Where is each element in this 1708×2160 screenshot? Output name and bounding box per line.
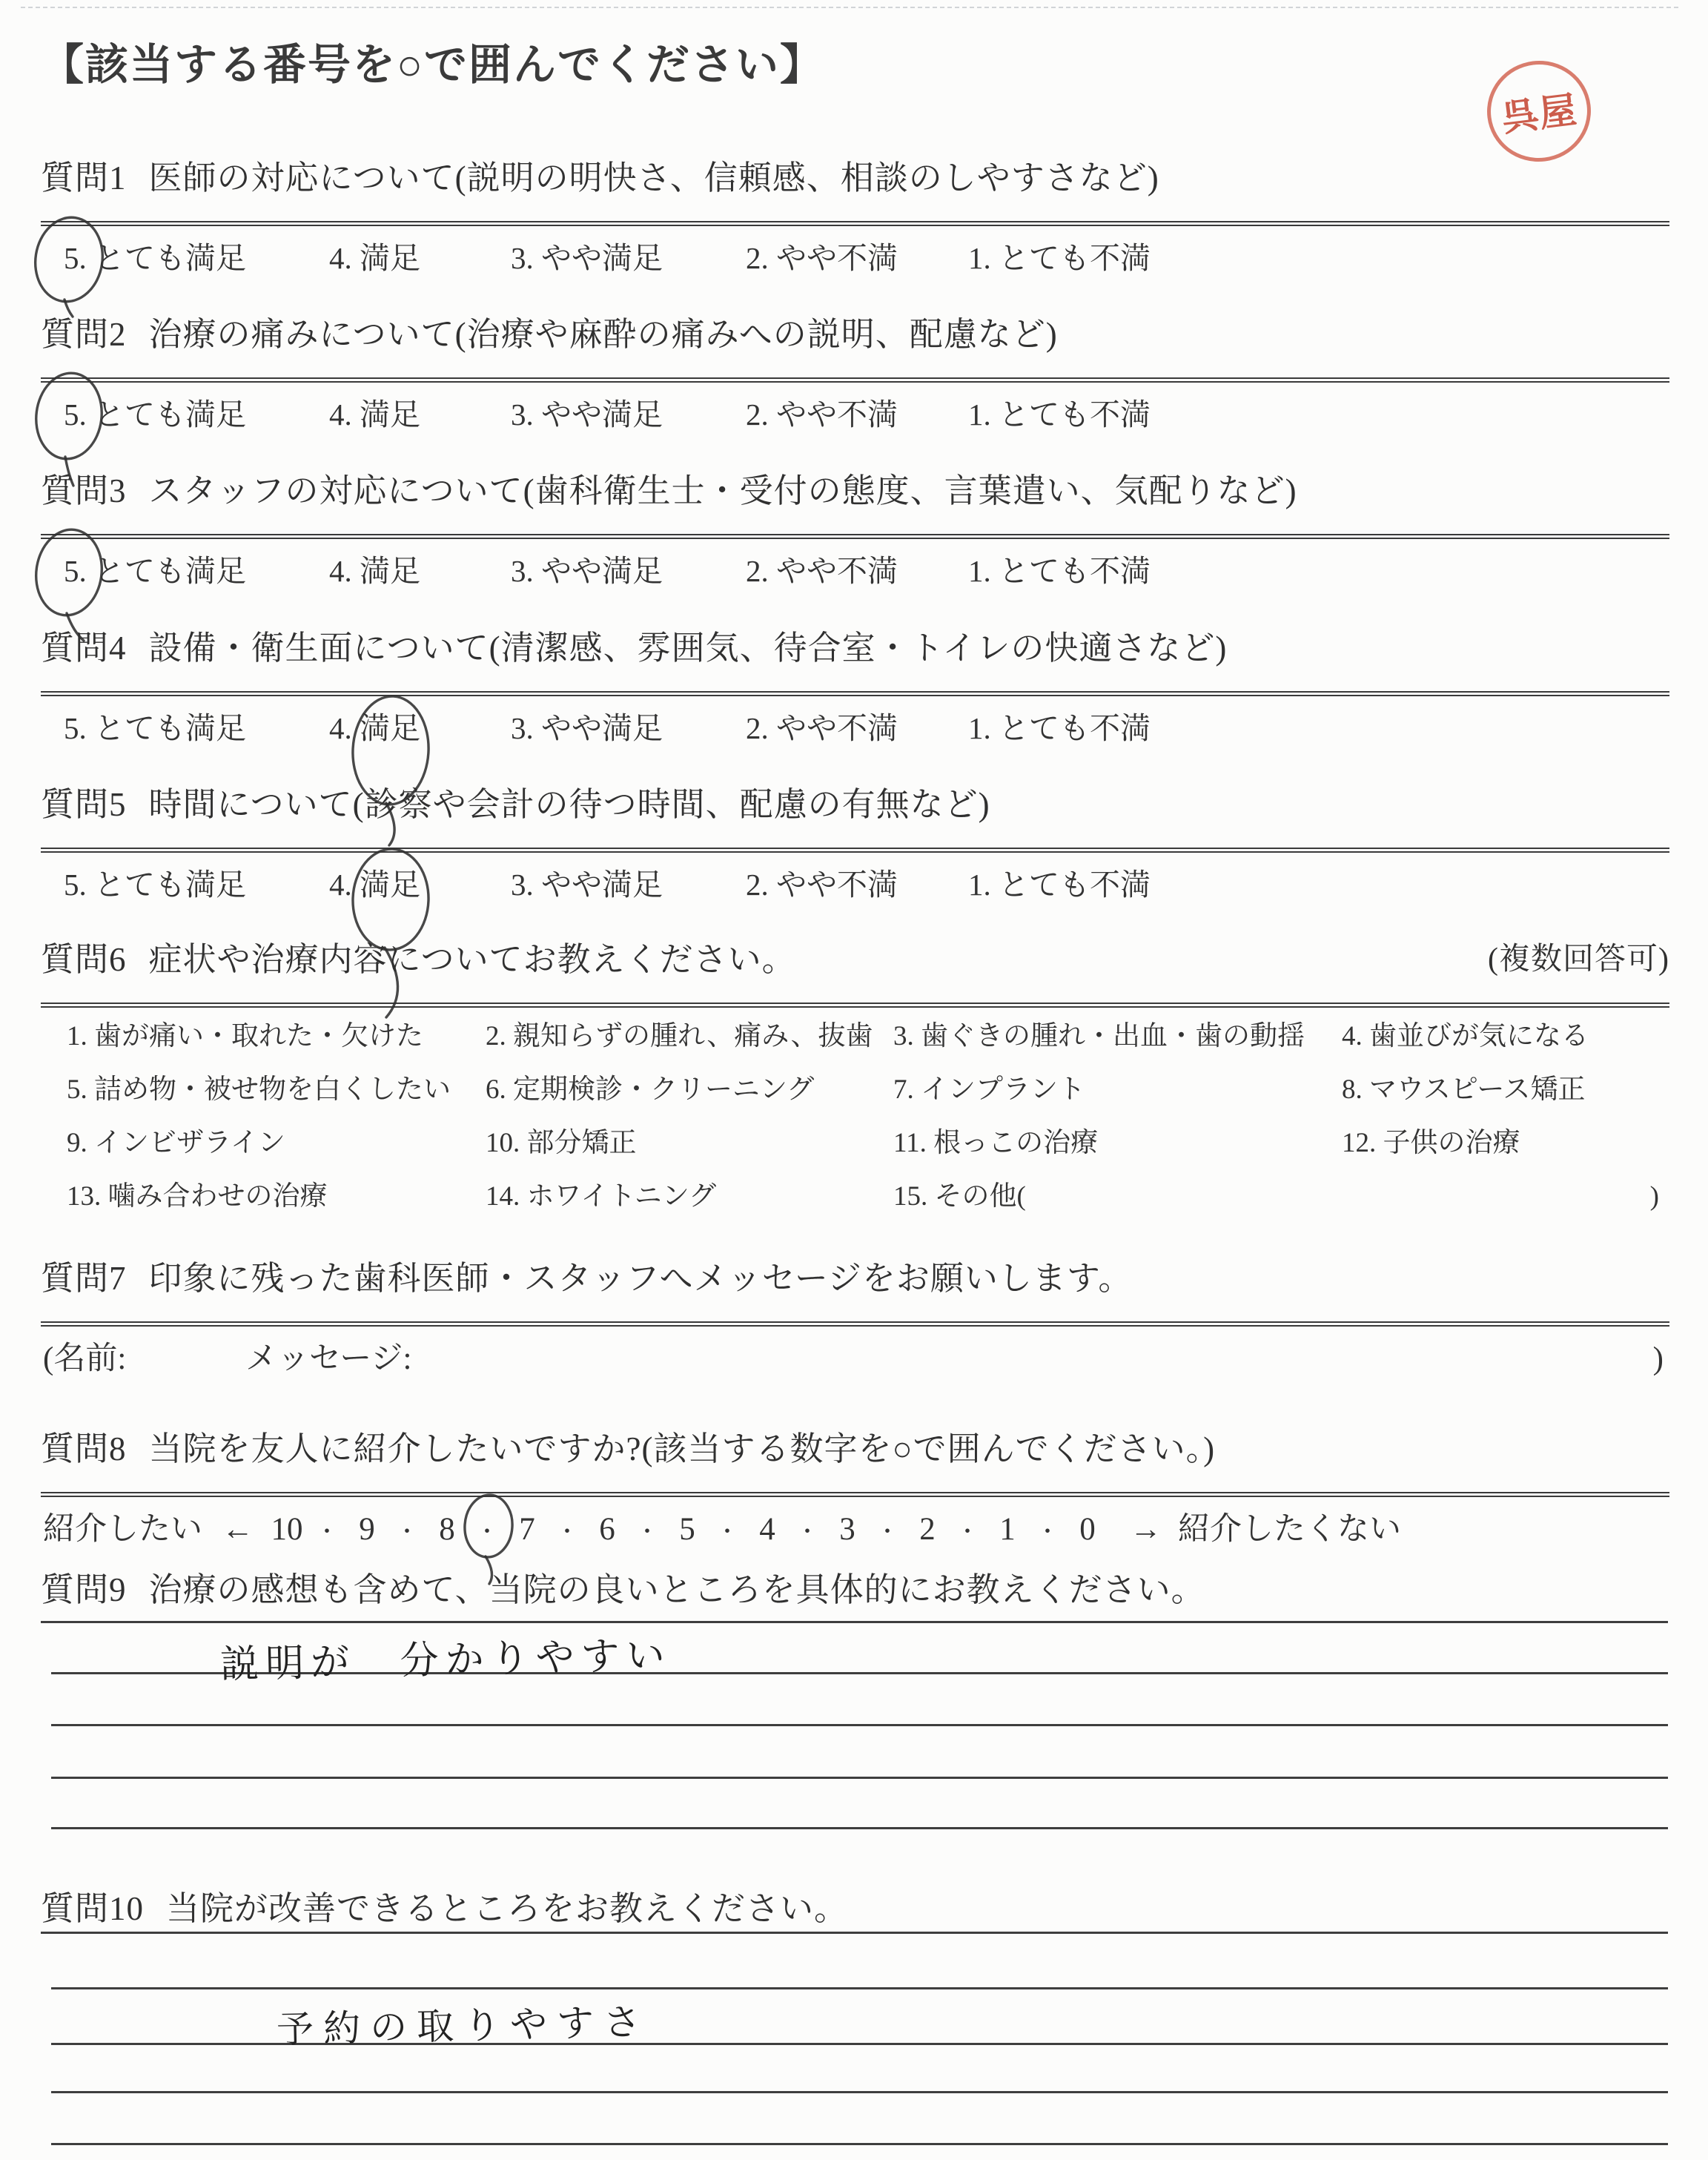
q8-number-7: 7 bbox=[519, 1512, 535, 1547]
question-9-title bbox=[41, 1566, 1669, 1614]
question-5-text: 時間について(診察や会計の待つ時間、配慮の有無など) bbox=[148, 786, 990, 823]
question-7-block bbox=[41, 1255, 1669, 1381]
q2-option-2: 2. やや不満 bbox=[746, 397, 898, 432]
dot-separator: ・ bbox=[716, 1520, 738, 1545]
q4-option-4: 4. 満足 bbox=[329, 711, 420, 745]
q7-message-label: メッセージ: bbox=[245, 1341, 412, 1376]
q4-selected-circle-annotation bbox=[337, 688, 448, 855]
divider-rule bbox=[41, 691, 1669, 696]
question-5-block bbox=[41, 781, 1669, 906]
writing-line bbox=[51, 1827, 1668, 1829]
q6-item-11: 11. 根っこの治療 bbox=[893, 1128, 1099, 1158]
dot-separator: ・ bbox=[1036, 1520, 1059, 1545]
divider-rule bbox=[41, 377, 1669, 383]
q3-option-3: 3. やや満足 bbox=[511, 554, 663, 588]
divider-rule bbox=[41, 848, 1669, 853]
q4-option-3: 3. やや満足 bbox=[511, 711, 663, 745]
question-10-text: 当院が改善できるところをお教えください。 bbox=[166, 1890, 849, 1927]
q8-number-scale bbox=[267, 1507, 1108, 1555]
q4-option-5: 5. とても満足 bbox=[64, 711, 246, 745]
divider-rule bbox=[41, 1003, 1669, 1008]
dot-separator: ・ bbox=[636, 1520, 658, 1545]
question-3-label: 質問3 bbox=[41, 472, 127, 509]
question-4-title bbox=[41, 624, 1669, 672]
question-2-text: 治療の痛みについて(治療や麻酔の痛みへの説明、配慮など) bbox=[148, 316, 1058, 353]
q5-option-4: 4. 満足 bbox=[329, 868, 420, 902]
question-10-block bbox=[41, 1885, 1669, 2160]
q2-option-4: 4. 満足 bbox=[329, 397, 420, 432]
question-2-title bbox=[41, 311, 1669, 358]
question-6-note: (複数回答可) bbox=[1488, 942, 1669, 977]
q7-close-paren: ) bbox=[1652, 1341, 1664, 1376]
divider-rule bbox=[41, 1492, 1669, 1497]
q6-item-10: 10. 部分矯正 bbox=[486, 1128, 637, 1158]
q4-option-1: 1. とても不満 bbox=[968, 711, 1151, 745]
q1-option-2: 2. やや不満 bbox=[746, 241, 898, 275]
question-2-label: 質問2 bbox=[41, 316, 127, 353]
question-3-text: スタッフの対応について(歯科衛生士・受付の態度、言葉遣い、気配りなど) bbox=[148, 472, 1297, 509]
question-9-label: 質問9 bbox=[41, 1571, 127, 1608]
q6-item-12: 12. 子供の治療 bbox=[1342, 1128, 1520, 1158]
q10-handwritten-answer: 予約の取りやすさ bbox=[276, 2000, 651, 2052]
q2-selected-circle-annotation bbox=[30, 363, 119, 496]
q2-option-5: 5. とても満足 bbox=[64, 397, 246, 432]
q1-option-1: 1. とても不満 bbox=[968, 241, 1151, 275]
name-stamp bbox=[1481, 55, 1597, 168]
q8-number-9: 9 bbox=[359, 1512, 375, 1547]
question-6-label: 質問6 bbox=[41, 941, 127, 978]
divider-rule bbox=[41, 1321, 1669, 1327]
question-5-label: 質問5 bbox=[41, 786, 127, 823]
q5-option-1: 1. とても不満 bbox=[968, 868, 1151, 902]
q6-item-6: 6. 定期検診・クリーニング bbox=[486, 1074, 815, 1105]
writing-line bbox=[41, 1621, 1668, 1623]
q5-option-2: 2. やや不満 bbox=[746, 868, 898, 902]
q3-option-2: 2. やや不満 bbox=[746, 554, 898, 588]
q9-handwritten-answer: 説明が 分かりやすい bbox=[219, 1633, 672, 1688]
writing-line bbox=[51, 1987, 1668, 1989]
question-1-text: 医師の対応について(説明の明快さ、信頼感、相談のしやすさなど) bbox=[148, 159, 1159, 196]
q6-item-1: 1. 歯が痛い・取れた・欠けた bbox=[67, 1021, 423, 1051]
question-6-block bbox=[41, 936, 1669, 1214]
q8-number-8: 8 bbox=[439, 1512, 455, 1547]
question-6-text: 症状や治療内容についてお教えください。 bbox=[148, 941, 796, 978]
q6-item-9: 9. インビザライン bbox=[67, 1128, 285, 1158]
q6-other-close-paren: ) bbox=[1649, 1181, 1659, 1212]
right-arrow-icon: → bbox=[1130, 1512, 1162, 1547]
writing-line bbox=[51, 1777, 1668, 1779]
question-10-label: 質問10 bbox=[41, 1890, 145, 1927]
q8-left-label: 紹介したい bbox=[43, 1512, 202, 1547]
q1-option-5: 5. とても満足 bbox=[64, 241, 246, 275]
q8-right-label: 紹介したくない bbox=[1178, 1512, 1401, 1547]
question-9-block bbox=[41, 1566, 1669, 1848]
question-1-block bbox=[41, 154, 1669, 280]
q1-option-4: 4. 満足 bbox=[329, 241, 420, 275]
dot-separator: ・ bbox=[556, 1520, 578, 1545]
question-7-text: 印象に残った歯科医師・スタッフへメッセージをお願いします。 bbox=[148, 1260, 1133, 1297]
q6-item-2: 2. 親知らずの腫れ、痛み、抜歯 bbox=[486, 1021, 873, 1051]
question-10-title bbox=[41, 1885, 1669, 1932]
question-3-options bbox=[41, 549, 1669, 592]
q6-item-7: 7. インプラント bbox=[893, 1074, 1085, 1105]
q6-item-4: 4. 歯並びが気になる bbox=[1342, 1021, 1589, 1051]
question-5-options bbox=[41, 863, 1669, 906]
writing-line bbox=[51, 2143, 1668, 2145]
dot-separator: ・ bbox=[316, 1520, 338, 1545]
question-2-block bbox=[41, 311, 1669, 436]
question-9-text: 治療の感想も含めて、当院の良いところを具体的にお教えください。 bbox=[148, 1571, 1205, 1608]
q3-option-4: 4. 満足 bbox=[329, 554, 420, 588]
q6-item-15: 15. その他( bbox=[893, 1181, 1026, 1212]
question-5-title bbox=[41, 781, 1669, 828]
q2-option-1: 1. とても不満 bbox=[968, 397, 1151, 432]
writing-line bbox=[51, 2091, 1668, 2093]
dot-separator: ・ bbox=[796, 1520, 818, 1545]
question-7-answer-row bbox=[41, 1337, 1669, 1381]
dot-separator: ・ bbox=[396, 1520, 418, 1545]
question-8-title bbox=[41, 1425, 1669, 1473]
q3-option-5: 5. とても満足 bbox=[64, 554, 246, 588]
q5-selected-circle-annotation bbox=[337, 842, 448, 1064]
q8-number-1: 1 bbox=[999, 1512, 1016, 1547]
q6-item-5: 5. 詰め物・被せ物を白くしたい bbox=[67, 1074, 451, 1105]
q8-number-2: 2 bbox=[919, 1512, 936, 1547]
left-arrow-icon: ← bbox=[222, 1512, 254, 1547]
question-4-label: 質問4 bbox=[41, 630, 127, 667]
q1-selected-circle-annotation bbox=[30, 208, 119, 326]
question-6-title bbox=[41, 936, 1669, 983]
q5-option-5: 5. とても満足 bbox=[64, 868, 246, 902]
q2-option-3: 3. やや満足 bbox=[511, 397, 663, 432]
question-7-title bbox=[41, 1255, 1669, 1302]
question-4-options bbox=[41, 707, 1669, 750]
q5-option-3: 3. やや満足 bbox=[511, 868, 663, 902]
question-7-label: 質問7 bbox=[41, 1260, 127, 1297]
question-1-options bbox=[41, 237, 1669, 280]
dot-separator: ・ bbox=[476, 1520, 498, 1545]
q8-selected-circle-annotation bbox=[454, 1490, 525, 1591]
dot-separator: ・ bbox=[956, 1520, 979, 1545]
question-2-options bbox=[41, 393, 1669, 436]
question-4-block bbox=[41, 624, 1669, 750]
scan-artifact-line bbox=[21, 7, 1678, 8]
q6-item-14: 14. ホワイトニング bbox=[486, 1181, 717, 1212]
question-3-block bbox=[41, 467, 1669, 592]
q8-number-4: 4 bbox=[759, 1512, 775, 1547]
divider-rule bbox=[41, 221, 1669, 226]
q8-number-6: 6 bbox=[599, 1512, 615, 1547]
q1-option-3: 3. やや満足 bbox=[511, 241, 663, 275]
q3-option-1: 1. とても不満 bbox=[968, 554, 1151, 588]
q8-number-10: 10 bbox=[271, 1512, 303, 1547]
q6-item-8: 8. マウスピース矯正 bbox=[1342, 1074, 1586, 1105]
writing-line bbox=[41, 1932, 1668, 1934]
q8-number-0: 0 bbox=[1079, 1512, 1096, 1547]
question-1-label: 質問1 bbox=[41, 159, 127, 196]
question-6-choices bbox=[67, 1020, 1669, 1214]
page-title: 【該当する番号を○で囲んでください】 bbox=[41, 41, 825, 89]
dot-separator: ・ bbox=[876, 1520, 898, 1545]
question-8-label: 質問8 bbox=[41, 1430, 127, 1467]
q6-item-13: 13. 噛み合わせの治療 bbox=[67, 1181, 328, 1212]
divider-rule bbox=[41, 534, 1669, 539]
question-3-title bbox=[41, 467, 1669, 515]
q8-number-5: 5 bbox=[679, 1512, 695, 1547]
stamp-text: 呉屋 bbox=[1499, 88, 1580, 139]
q6-item-3: 3. 歯ぐきの腫れ・出血・歯の動揺 bbox=[893, 1021, 1305, 1051]
writing-line bbox=[51, 1724, 1668, 1726]
question-1-title bbox=[41, 154, 1669, 202]
q3-selected-circle-annotation bbox=[30, 519, 127, 653]
question-8-text: 当院を友人に紹介したいですか?(該当する数字を○で囲んでください。) bbox=[148, 1430, 1216, 1467]
q8-number-3: 3 bbox=[839, 1512, 855, 1547]
q7-name-label: (名前: bbox=[43, 1341, 127, 1376]
q4-option-2: 2. やや不満 bbox=[746, 711, 898, 745]
question-8-scale-row bbox=[41, 1507, 1669, 1555]
question-8-block bbox=[41, 1425, 1669, 1555]
question-4-text: 設備・衛生面について(清潔感、雰囲気、待合室・トイレの快適さなど) bbox=[148, 630, 1228, 667]
